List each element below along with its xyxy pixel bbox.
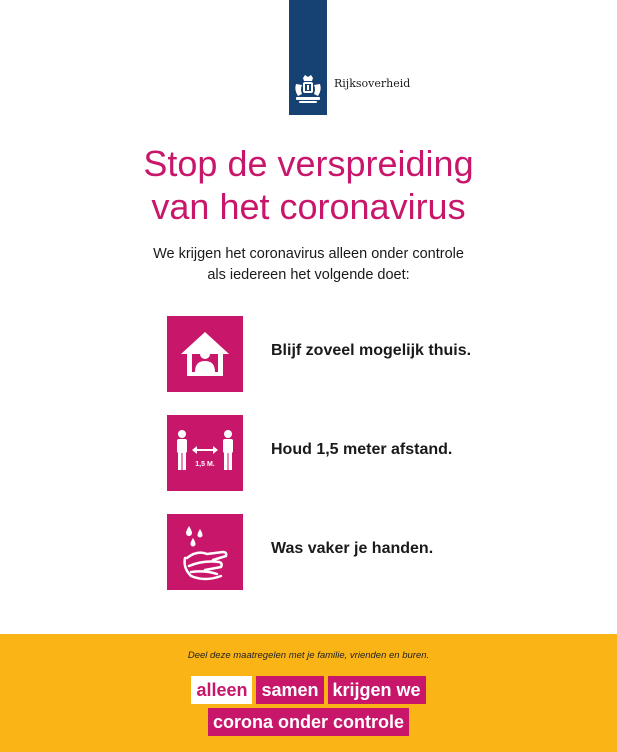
headline-line-1: Stop de verspreiding [143, 143, 474, 184]
slogan-word-alleen: alleen [191, 676, 252, 704]
wash-hands-icon [167, 514, 243, 590]
house-person-icon [167, 316, 243, 392]
slogan-word-samen: samen [256, 676, 323, 704]
measure-distance [167, 415, 547, 491]
measure-text: Blijf zoveel mogelijk thuis. [271, 342, 472, 359]
measure-text: Was vaker je handen. [271, 540, 434, 557]
footer-banner [0, 634, 617, 752]
distance-icon [167, 415, 243, 491]
footer-note: Deel deze maatregelen met je familie, vrienden en buren. [187, 650, 430, 661]
logo-bar [289, 0, 327, 115]
measure-text: Houd 1,5 meter afstand. [271, 441, 453, 458]
intro-line-2: als iedereen het volgende doet: [207, 267, 410, 283]
slogan-row-1 [0, 676, 617, 704]
headline-line-2: van het coronavirus [151, 186, 466, 227]
headline [0, 142, 617, 228]
intro-text [0, 244, 617, 286]
slogan-row-2 [0, 708, 617, 736]
intro-line-1: We krijgen het coronavirus alleen onder controle [153, 246, 464, 262]
logo-text: Rijksoverheid [334, 77, 411, 90]
measure-stay-home [167, 316, 547, 392]
distance-icon-label: 1,5 M. [195, 461, 215, 468]
slogan-word-krijgen-we: krijgen we [328, 676, 426, 704]
crest-icon [292, 74, 324, 106]
measure-wash-hands [167, 514, 547, 590]
slogan-line-2: corona onder controle [208, 708, 409, 736]
